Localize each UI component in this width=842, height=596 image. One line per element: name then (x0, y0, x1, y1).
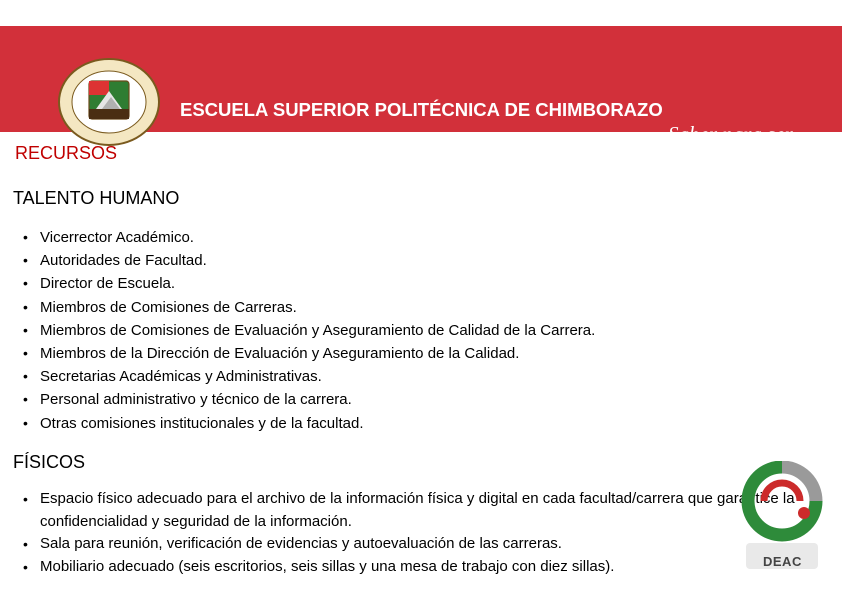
list-item: • Mobiliario adecuado (seis escritorios, seis sillas y una mesa de trabajo con diez sillas). (0, 556, 800, 579)
human-talent-list (0, 226, 595, 435)
deac-label: DEAC (763, 554, 802, 569)
list-item: • Otras comisiones institucionales y de la facultad. (0, 412, 595, 435)
bullet-icon: • (23, 391, 28, 408)
bullet-icon: • (23, 491, 28, 507)
list-item: • Director de Escuela. (0, 272, 595, 295)
institution-name: ESCUELA SUPERIOR POLITÉCNICA DE CHIMBORAZO (180, 99, 663, 120)
list-item: • Personal administrativo y técnico de la carrera. (0, 388, 595, 411)
bullet-icon: • (23, 558, 28, 575)
bullet-icon: • (23, 368, 28, 385)
bullet-icon: • (23, 298, 28, 315)
institution-seal-logo (56, 57, 162, 147)
list-item: • Miembros de la Dirección de Evaluación y Aseguramiento de la Calidad. (0, 342, 595, 365)
list-item: • Sala para reunión, verificación de evidencias y autoevaluación de las carreras. (0, 533, 800, 556)
bullet-icon: • (23, 345, 28, 362)
section-label: RECURSOS (15, 143, 118, 163)
bullet-icon: • (23, 536, 28, 552)
bullet-icon: • (23, 275, 28, 292)
bullet-icon: • (23, 414, 28, 431)
bullet-icon: • (23, 229, 28, 245)
physical-heading: FÍSICOS (13, 452, 86, 472)
list-item: • Autoridades de Facultad. (0, 249, 595, 272)
physical-list (0, 488, 800, 578)
header-banner (0, 26, 842, 146)
bullet-icon: • (23, 321, 28, 338)
list-item: • Vicerrector Académico. (0, 226, 595, 249)
list-item: • Secretarias Académicas y Administrativas. (0, 365, 595, 388)
list-item: • Miembros de Comisiones de Carreras. (0, 296, 595, 319)
institution-motto: Saber para ser (668, 122, 793, 146)
bullet-icon: • (23, 252, 28, 269)
list-item: • Espacio físico adecuado para el archivo de la información física y digital en cada facultad/carrera que garantice la confidencialidad y seguridad de la información. (23, 490, 795, 530)
list-item: • Miembros de Comisiones de Evaluación y Aseguramiento de Calidad de la Carrera. (0, 319, 595, 342)
human-talent-heading: TALENTO HUMANO (13, 188, 180, 208)
